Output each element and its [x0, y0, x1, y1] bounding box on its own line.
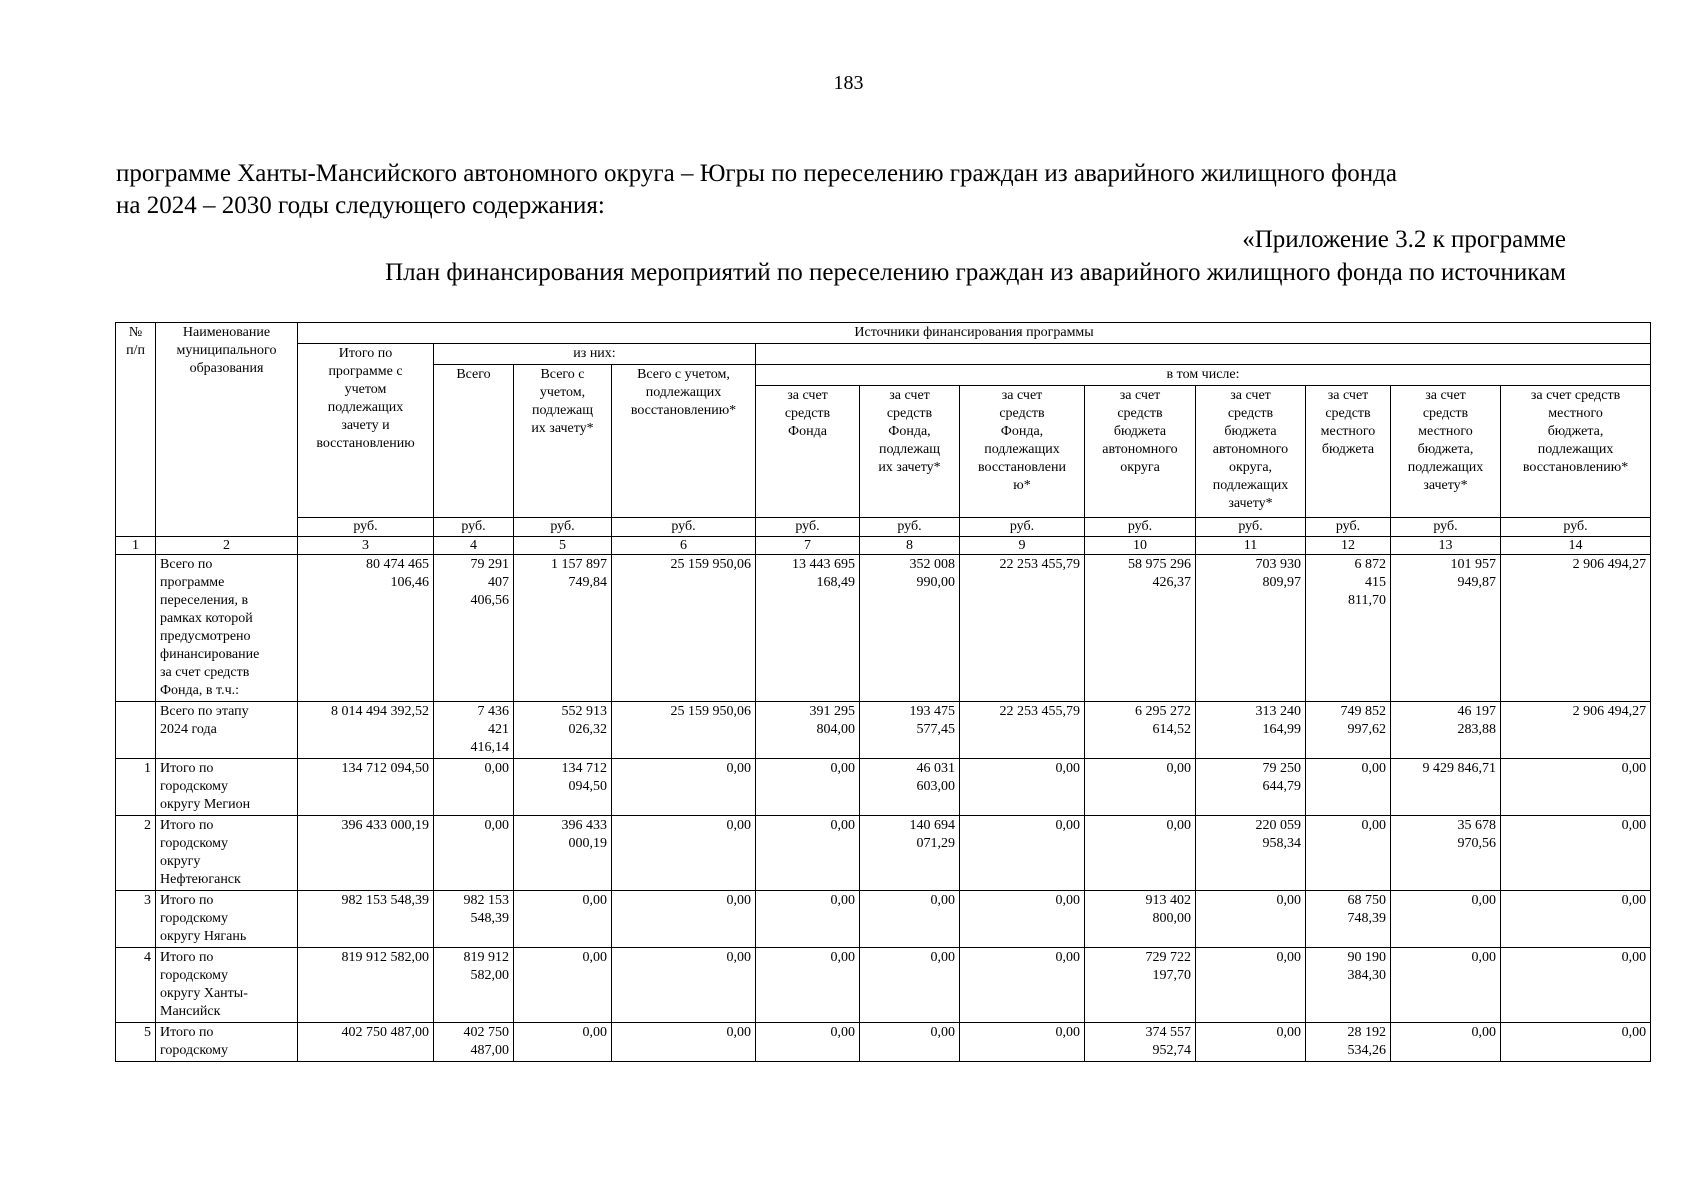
amount-cell: 982 153 548,39	[434, 891, 514, 948]
header-local-offset: за счет средств местного бюджета, подлежащих зачету*	[1391, 386, 1501, 518]
amount-cell: 0,00	[1085, 759, 1196, 816]
municipality-name: Итого по городскому округу Ханты- Мансийск	[156, 948, 298, 1023]
table-row	[116, 759, 1651, 816]
intro-line-2: на 2024 – 2030 годы следующего содержания:	[116, 192, 605, 219]
amount-cell: 0,00	[1306, 816, 1391, 891]
amount-cell: 729 722 197,70	[1085, 948, 1196, 1023]
amount-cell: 0,00	[960, 948, 1085, 1023]
amount-cell: 313 240 164,99	[1196, 702, 1306, 759]
financing-table	[115, 322, 1651, 1062]
header-all-restore: Всего с учетом, подлежащих восстановлению*	[612, 365, 756, 518]
column-number: 5	[514, 537, 612, 555]
amount-cell: 0,00	[860, 948, 960, 1023]
amount-cell: 913 402 800,00	[1085, 891, 1196, 948]
amount-cell: 6 295 272 614,52	[1085, 702, 1196, 759]
amount-cell: 0,00	[960, 816, 1085, 891]
column-number: 10	[1085, 537, 1196, 555]
unit-cell: руб.	[1391, 518, 1501, 537]
column-number: 11	[1196, 537, 1306, 555]
amount-cell: 0,00	[860, 1023, 960, 1062]
amount-cell: 28 192 534,26	[1306, 1023, 1391, 1062]
amount-cell: 0,00	[434, 759, 514, 816]
amount-cell: 101 957 949,87	[1391, 555, 1501, 702]
municipality-name: Итого по городскому округу Нягань	[156, 891, 298, 948]
header-fund-restore: за счет средств Фонда, подлежащих восстановлени ю*	[960, 386, 1085, 518]
amount-cell: 703 930 809,97	[1196, 555, 1306, 702]
table-row	[116, 816, 1651, 891]
amount-cell: 0,00	[1391, 891, 1501, 948]
amount-cell: 982 153 548,39	[298, 891, 434, 948]
column-number: 12	[1306, 537, 1391, 555]
amount-cell: 749 852 997,62	[1306, 702, 1391, 759]
amount-cell: 9 429 846,71	[1391, 759, 1501, 816]
amount-cell: 0,00	[514, 891, 612, 948]
amount-cell: 0,00	[1501, 759, 1651, 816]
amount-cell: 0,00	[1501, 948, 1651, 1023]
amount-cell: 13 443 695 168,49	[756, 555, 860, 702]
unit-cell: руб.	[960, 518, 1085, 537]
municipality-name: Всего по программе переселения, в рамках которой предусмотрено финансирование за счет средств Фонда, в т.ч.:	[156, 555, 298, 702]
amount-cell: 0,00	[756, 1023, 860, 1062]
amount-cell: 68 750 748,39	[1306, 891, 1391, 948]
table-row	[116, 948, 1651, 1023]
amount-cell: 0,00	[1501, 891, 1651, 948]
unit-cell: руб.	[434, 518, 514, 537]
table-row	[116, 1023, 1651, 1062]
amount-cell: 22 253 455,79	[960, 555, 1085, 702]
header-okrug: за счет средств бюджета автономного округа	[1085, 386, 1196, 518]
amount-cell: 402 750 487,00	[298, 1023, 434, 1062]
column-number: 2	[156, 537, 298, 555]
amount-cell: 6 872 415 811,70	[1306, 555, 1391, 702]
header-of-them: из них:	[434, 344, 756, 365]
amount-cell: 0,00	[612, 816, 756, 891]
amount-cell: 134 712 094,50	[298, 759, 434, 816]
header-total: Итого по программе с учетом подлежащих зачету и восстановлению	[298, 344, 434, 518]
unit-cell: руб.	[1306, 518, 1391, 537]
amount-cell: 79 250 644,79	[1196, 759, 1306, 816]
column-number: 13	[1391, 537, 1501, 555]
municipality-name: Итого по городскому округу Нефтеюганск	[156, 816, 298, 891]
amount-cell: 0,00	[860, 891, 960, 948]
header-okrug-offset: за счет средств бюджета автономного округа, подлежащих зачету*	[1196, 386, 1306, 518]
column-number: 7	[756, 537, 860, 555]
column-number: 8	[860, 537, 960, 555]
amount-cell: 80 474 465 106,46	[298, 555, 434, 702]
amount-cell: 134 712 094,50	[514, 759, 612, 816]
amount-cell: 8 014 494 392,52	[298, 702, 434, 759]
amount-cell: 140 694 071,29	[860, 816, 960, 891]
amount-cell: 402 750 487,00	[434, 1023, 514, 1062]
unit-cell: руб.	[1085, 518, 1196, 537]
plan-title: План финансирования мероприятий по переселению граждан из аварийного жилищного фонда по источникам	[385, 259, 1566, 286]
row-number: 4	[116, 948, 156, 1023]
amount-cell: 90 190 384,30	[1306, 948, 1391, 1023]
header-num: № п/п	[116, 323, 156, 537]
header-fund-offset: за счет средств Фонда, подлежащ их зачету*	[860, 386, 960, 518]
amount-cell: 0,00	[960, 1023, 1085, 1062]
amount-cell: 396 433 000,19	[298, 816, 434, 891]
municipality-name: Итого по городскому	[156, 1023, 298, 1062]
row-number: 3	[116, 891, 156, 948]
column-number: 3	[298, 537, 434, 555]
municipality-name: Всего по этапу 2024 года	[156, 702, 298, 759]
amount-cell: 819 912 582,00	[298, 948, 434, 1023]
amount-cell: 0,00	[434, 816, 514, 891]
row-number: 5	[116, 1023, 156, 1062]
amount-cell: 0,00	[1196, 948, 1306, 1023]
header-fund: за счет средств Фонда	[756, 386, 860, 518]
amount-cell: 0,00	[756, 948, 860, 1023]
municipality-name: Итого по городскому округу Мегион	[156, 759, 298, 816]
column-number: 1	[116, 537, 156, 555]
amount-cell: 0,00	[960, 891, 1085, 948]
header-row-2	[116, 344, 1651, 365]
header-including: в том числе:	[756, 365, 1651, 386]
header-blank	[756, 344, 1651, 365]
amount-cell: 0,00	[514, 1023, 612, 1062]
amount-cell: 0,00	[1306, 759, 1391, 816]
unit-cell: руб.	[860, 518, 960, 537]
page-number: 183	[833, 72, 864, 94]
amount-cell: 35 678 970,56	[1391, 816, 1501, 891]
amount-cell: 552 913 026,32	[514, 702, 612, 759]
amount-cell: 0,00	[756, 891, 860, 948]
amount-cell: 396 433 000,19	[514, 816, 612, 891]
amount-cell: 2 906 494,27	[1501, 702, 1651, 759]
amount-cell: 0,00	[1501, 1023, 1651, 1062]
unit-cell: руб.	[612, 518, 756, 537]
amount-cell: 1 157 897 749,84	[514, 555, 612, 702]
amount-cell: 0,00	[1085, 816, 1196, 891]
column-numbers-row	[116, 537, 1651, 555]
header-local: за счет средств местного бюджета	[1306, 386, 1391, 518]
unit-cell: руб.	[514, 518, 612, 537]
amount-cell: 25 159 950,06	[612, 555, 756, 702]
amount-cell: 7 436 421 416,14	[434, 702, 514, 759]
amount-cell: 220 059 958,34	[1196, 816, 1306, 891]
header-name: Наименование муниципального образования	[156, 323, 298, 537]
intro-line-1: программе Ханты-Мансийского автономного округа – Югры по переселению граждан из аварийного жилищного фонда	[116, 160, 1397, 187]
header-all: Всего	[434, 365, 514, 518]
amount-cell: 79 291 407 406,56	[434, 555, 514, 702]
amount-cell: 0,00	[1391, 948, 1501, 1023]
amount-cell: 22 253 455,79	[960, 702, 1085, 759]
unit-cell: руб.	[298, 518, 434, 537]
row-number	[116, 555, 156, 702]
header-sources: Источники финансирования программы	[298, 323, 1651, 344]
amount-cell: 0,00	[514, 948, 612, 1023]
table-row	[116, 891, 1651, 948]
amount-cell: 0,00	[1391, 1023, 1501, 1062]
column-number: 9	[960, 537, 1085, 555]
table-row	[116, 702, 1651, 759]
amount-cell: 46 197 283,88	[1391, 702, 1501, 759]
table-row	[116, 555, 1651, 702]
amount-cell: 0,00	[612, 948, 756, 1023]
unit-cell: руб.	[1501, 518, 1651, 537]
header-all-offset: Всего с учетом, подлежащ их зачету*	[514, 365, 612, 518]
header-row-1	[116, 323, 1651, 344]
amount-cell: 0,00	[1196, 1023, 1306, 1062]
amount-cell: 391 295 804,00	[756, 702, 860, 759]
amount-cell: 0,00	[1196, 891, 1306, 948]
amount-cell: 193 475 577,45	[860, 702, 960, 759]
unit-cell: руб.	[756, 518, 860, 537]
appendix-title: «Приложение 3.2 к программе	[1242, 226, 1566, 253]
amount-cell: 25 159 950,06	[612, 702, 756, 759]
amount-cell: 819 912 582,00	[434, 948, 514, 1023]
column-number: 4	[434, 537, 514, 555]
row-number	[116, 702, 156, 759]
amount-cell: 0,00	[612, 759, 756, 816]
amount-cell: 0,00	[1501, 816, 1651, 891]
unit-cell: руб.	[1196, 518, 1306, 537]
row-number: 1	[116, 759, 156, 816]
amount-cell: 374 557 952,74	[1085, 1023, 1196, 1062]
amount-cell: 0,00	[960, 759, 1085, 816]
column-number: 6	[612, 537, 756, 555]
column-number: 14	[1501, 537, 1651, 555]
amount-cell: 352 008 990,00	[860, 555, 960, 702]
header-local-restore: за счет средств местного бюджета, подлежащих восстановлению*	[1501, 386, 1651, 518]
amount-cell: 0,00	[756, 816, 860, 891]
amount-cell: 2 906 494,27	[1501, 555, 1651, 702]
table-body	[116, 555, 1651, 1062]
units-row	[116, 518, 1651, 537]
amount-cell: 0,00	[612, 1023, 756, 1062]
amount-cell: 46 031 603,00	[860, 759, 960, 816]
row-number: 2	[116, 816, 156, 891]
amount-cell: 58 975 296 426,37	[1085, 555, 1196, 702]
amount-cell: 0,00	[612, 891, 756, 948]
intro-text	[116, 158, 1566, 222]
amount-cell: 0,00	[756, 759, 860, 816]
